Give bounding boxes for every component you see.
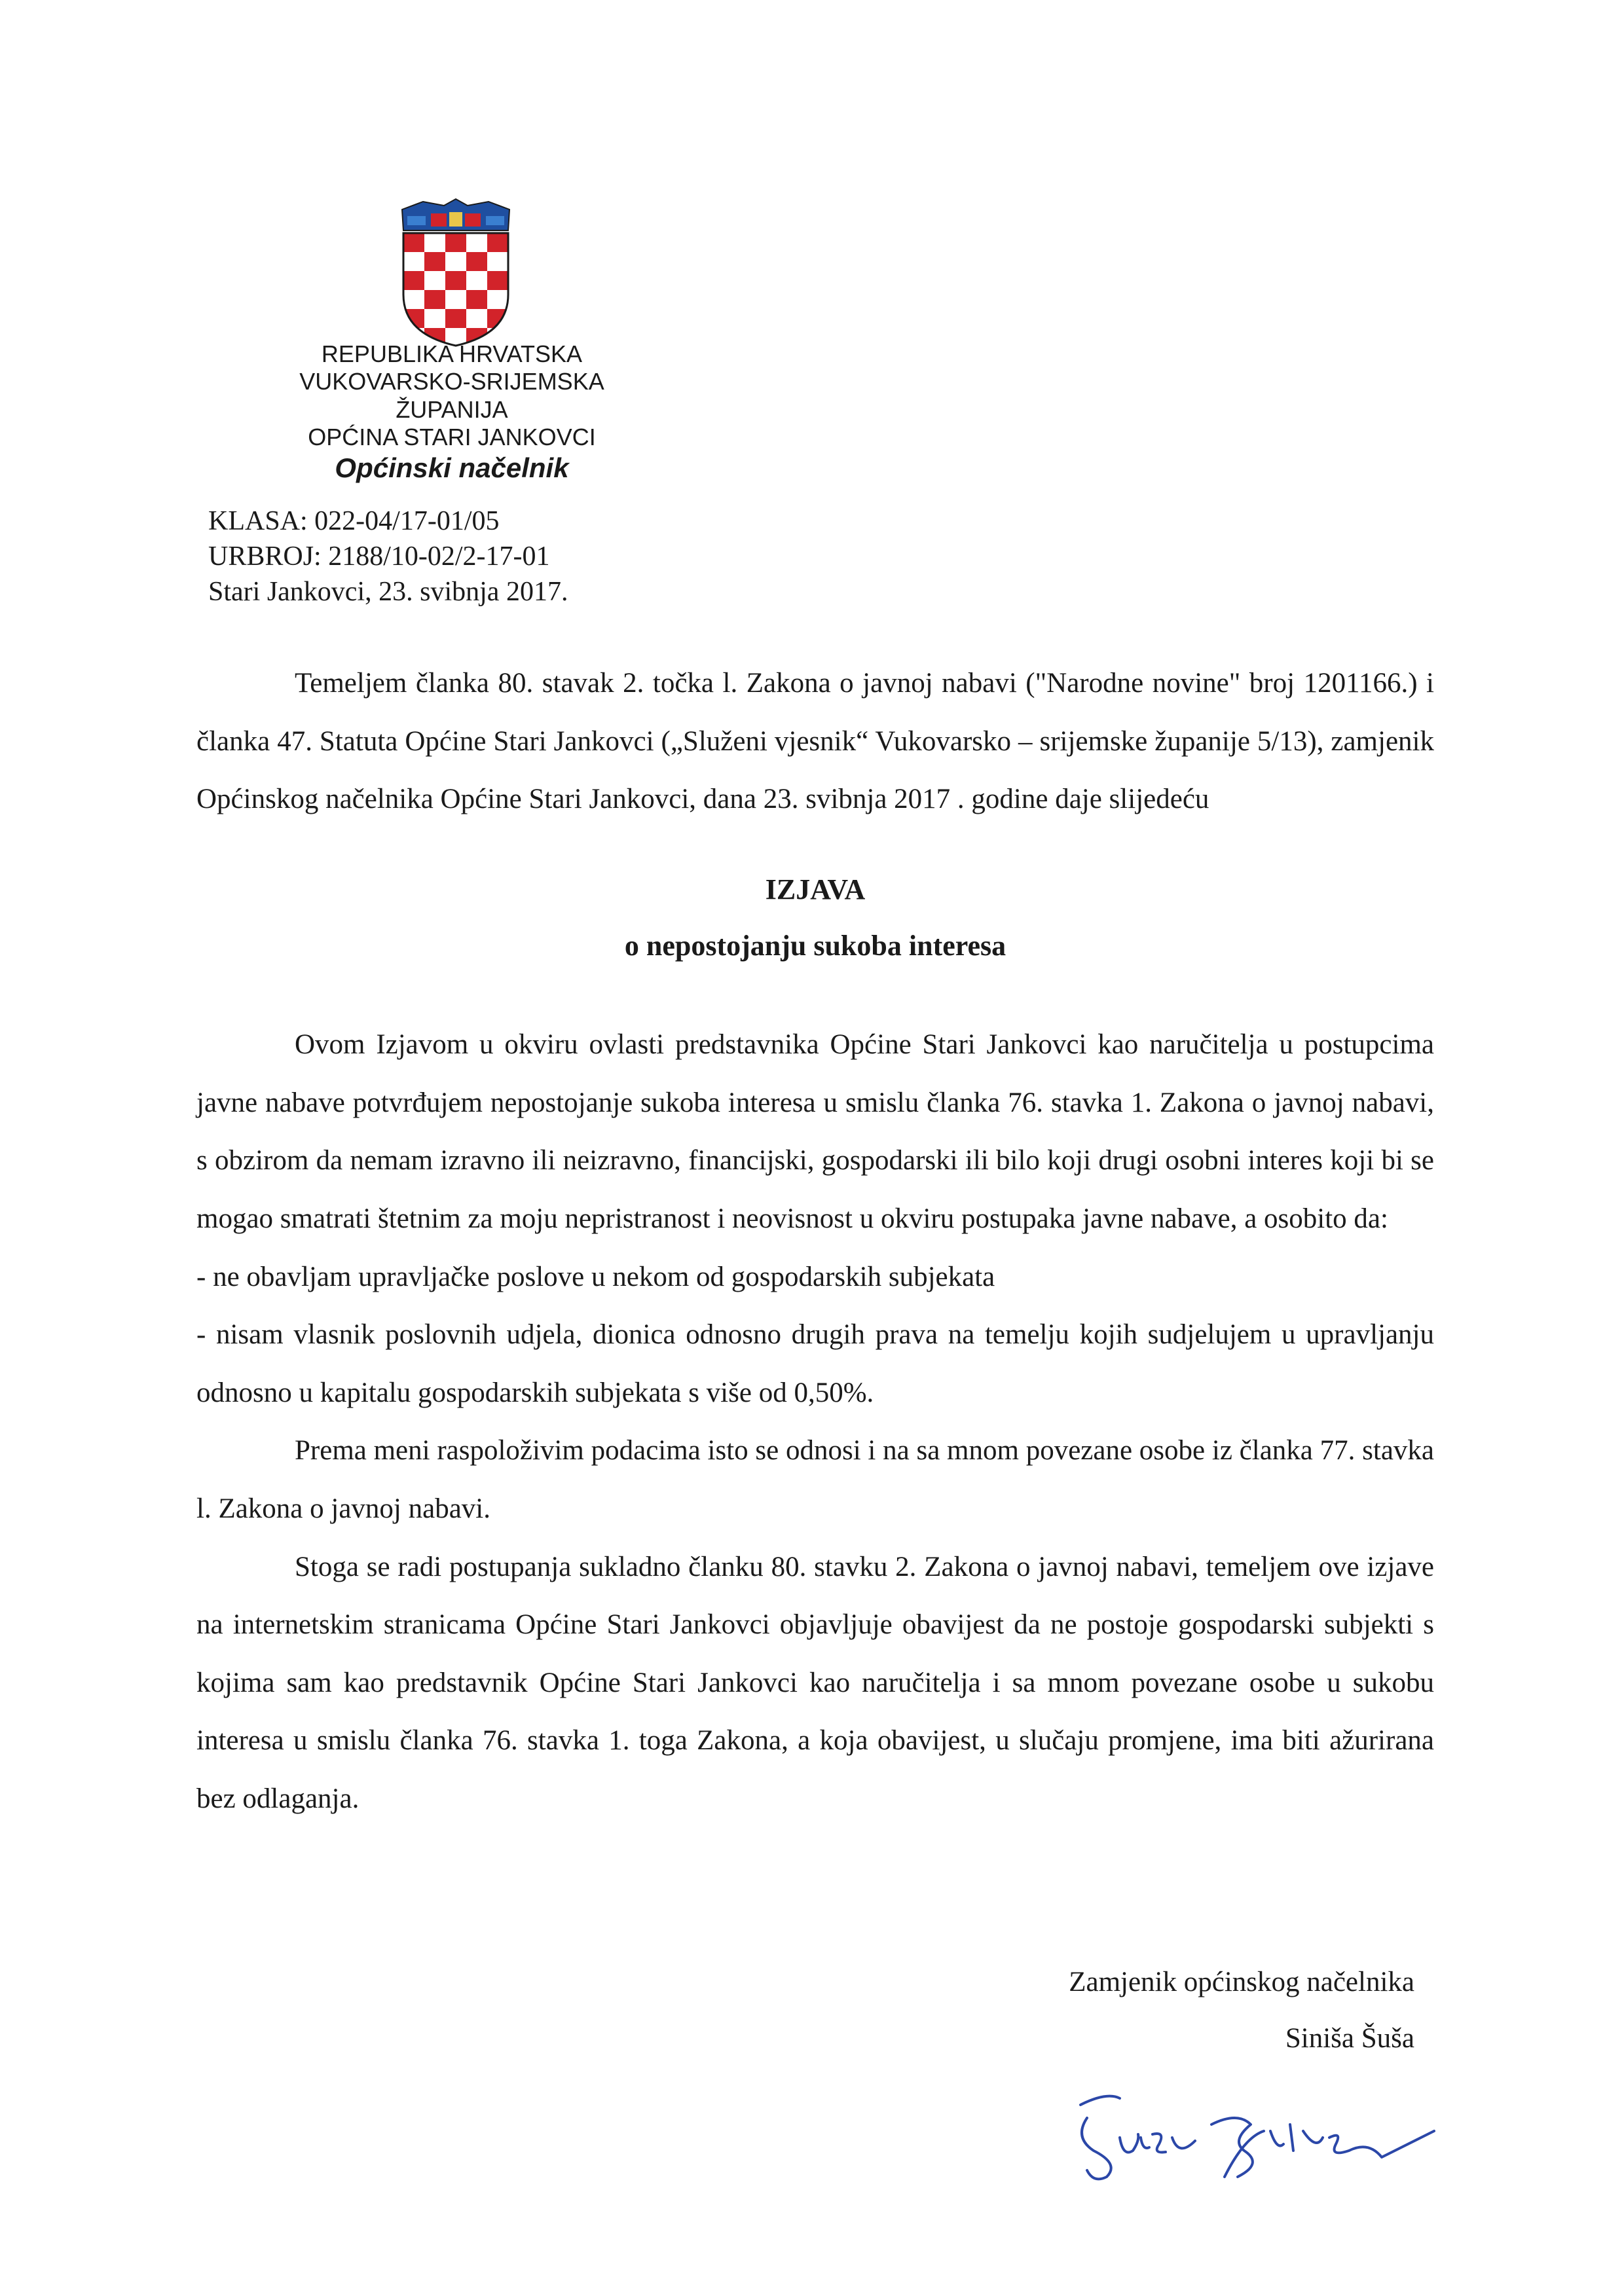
shield-square <box>445 233 466 252</box>
shield-square <box>403 252 424 271</box>
related-persons-paragraph: Prema meni raspoloživim podacima isto se odnosi i na sa mnom povezane osobe iz članka 77. stavka l. Zakona o javnoj nabavi. <box>196 1435 1434 1524</box>
place-date-line: Stari Jankovci, 23. svibnja 2017. <box>208 576 568 607</box>
urbroj-line: URBROJ: 2188/10-02/2-17-01 <box>208 541 550 572</box>
document-title <box>196 862 1434 974</box>
shield-square <box>403 271 424 290</box>
shield-square <box>487 233 508 252</box>
office-name: Općinski načelnik <box>335 452 569 483</box>
klasa-line: KLASA: 022-04/17-01/05 <box>208 506 500 536</box>
shield-square <box>466 271 487 290</box>
shield-square <box>487 290 508 309</box>
title-line1: IZJAVA <box>765 873 866 905</box>
shield-square <box>445 271 466 290</box>
checkerboard-shield <box>403 233 508 347</box>
statement-paragraph: Ovom Izjavom u okviru ovlasti predstavnika Općine Stari Jankovci kao naručitelja u postupcima javne nabave potvrđujem nepostojanje sukoba interesa u smislu članka 76. stavka 1. Zakona o javnoj nabavi, s obzirom da nemam izravno ili neizravno, financijski, gospodarski ili bilo koji drugi osobni interes koji bi se mogao smatrati štetnim za moju nepristranost i neovisnost u okviru postupaka javne nabave, a osobito da: <box>196 1029 1434 1235</box>
shield-square <box>424 290 445 309</box>
shield-square <box>424 233 445 252</box>
shield-square <box>424 271 445 290</box>
country-name: REPUBLIKA HRVATSKA <box>321 340 583 367</box>
signature-block <box>1069 1954 1414 2067</box>
handwritten-signature <box>1067 2079 1473 2190</box>
signatory-name: Siniša Šuša <box>1285 2023 1414 2054</box>
publication-paragraph: Stoga se radi postupanja sukladno članku 80. stavku 2. Zakona o javnoj nabavi, temeljem ove izjave na internetskim stranicama Općine Stari Jankovci objavljuje obavijest da ne postoje gospodarski subjekti s kojima sam kao predstavnik Općine Stari Jankovci kao naručitelja i sa mnom povezane osobe u sukobu interesa u smislu članka 76. stavka 1. toga Zakona, a koja obavijest, u slučaju promjene, ima biti ažurirana bez odlaganja. <box>196 1551 1434 1814</box>
shield-square <box>424 252 445 271</box>
letterhead <box>196 340 707 484</box>
county-name-line2: ŽUPANIJA <box>396 395 508 423</box>
shield-square <box>445 252 466 271</box>
title-line2: o nepostojanju sukoba interesa <box>624 929 1006 962</box>
shield-square <box>445 309 466 328</box>
statement-item-2: - nisam vlasnik poslovnih udjela, dionica odnosno drugih prava na temelju kojih sudjelujem u upravljanju odnosno u kapitalu gospodarskih subjekata s više od 0,50%. <box>196 1319 1434 1408</box>
document-body <box>196 655 1434 1828</box>
statement-item-1: - ne obavljam upravljačke poslove u nekom od gospodarskih subjekata <box>196 1261 995 1292</box>
shield-square <box>403 233 424 252</box>
shield-square <box>466 309 487 328</box>
crown <box>402 199 509 230</box>
intro-paragraph: Temeljem članka 80. stavak 2. točka l. Zakona o javnoj nabavi ("Narodne novine" broj 1201166.) i članka 47. Statuta Općine Stari Jankovci („Služeni vjesnik“ Vukovarsko – srijemske županije 5/13), zamjenik Općinskog načelnika Općine Stari Jankovci, dana 23. svibnja 2017 . godine daje slijedeću <box>196 668 1434 815</box>
shield-square <box>403 290 424 309</box>
document-meta <box>208 504 568 610</box>
shield-square <box>487 271 508 290</box>
shield-square <box>445 290 466 309</box>
signatory-role: Zamjenik općinskog načelnika <box>1069 1967 1414 1997</box>
shield-square <box>487 252 508 271</box>
shield-square <box>424 309 445 328</box>
shield-square <box>466 290 487 309</box>
shield-square <box>466 233 487 252</box>
county-name-line1: VUKOVARSKO-SRIJEMSKA <box>299 368 604 395</box>
municipality-name: OPĆINA STARI JANKOVCI <box>308 424 596 451</box>
shield-square <box>466 252 487 271</box>
coat-of-arms-icon <box>397 196 515 348</box>
